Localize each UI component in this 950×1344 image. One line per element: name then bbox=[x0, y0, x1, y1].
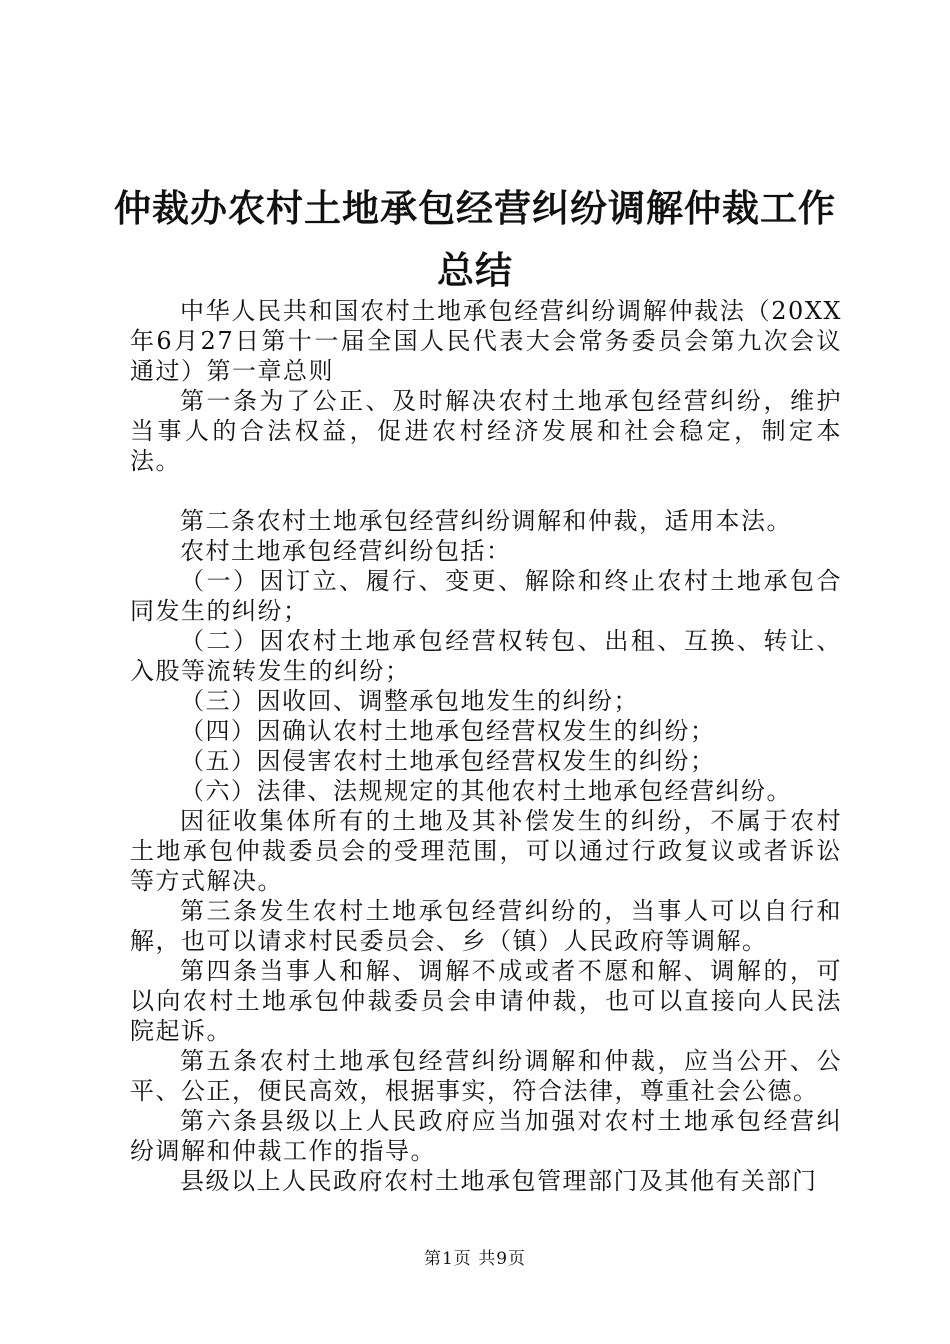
paragraph-item-3: （三）因收回、调整承包地发生的纠纷； bbox=[180, 687, 639, 715]
paragraph-article-6-cont: 县级以上人民政府农村土地承包管理部门及其他有关部门 bbox=[180, 1167, 818, 1195]
paragraph-article-4: 第四条当事人和解、调解不成或者不愿和解、调解的，可以向农村土地承包仲裁委员会申请仲裁，也可以直接向人民法院起诉。 bbox=[130, 957, 842, 1045]
document-title: 仲裁办农村土地承包经营纠纷调解仲裁工作总结 bbox=[114, 187, 836, 292]
paragraph-item-4: （四）因确认农村土地承包经营权发生的纠纷； bbox=[180, 717, 716, 745]
paragraph-article-5: 第五条农村土地承包经营纠纷调解和仲裁，应当公开、公平、公正，便民高效，根据事实，符合法律，尊重社会公德。 bbox=[130, 1047, 842, 1105]
paragraph-dispute-intro: 农村土地承包经营纠纷包括： bbox=[180, 537, 512, 565]
paragraph-item-5: （五）因侵害农村土地承包经营权发生的纠纷； bbox=[180, 747, 716, 775]
document-body bbox=[130, 296, 842, 1196]
paragraph-article-1: 第一条为了公正、及时解决农村土地承包经营纠纷，维护当事人的合法权益，促进农村经济发展和社会稳定，制定本法。 bbox=[130, 387, 842, 475]
page-number: 第1页 共9页 bbox=[423, 1249, 527, 1269]
paragraph-spacer bbox=[130, 476, 842, 506]
paragraph-article-6: 第六条县级以上人民政府应当加强对农村土地承包经营纠纷调解和仲裁工作的指导。 bbox=[130, 1107, 842, 1165]
paragraph-item-6: （六）法律、法规规定的其他农村土地承包经营纠纷。 bbox=[180, 777, 792, 805]
paragraph-item-2: （二）因农村土地承包经营权转包、出租、互换、转让、入股等流转发生的纠纷； bbox=[130, 627, 842, 685]
paragraph-preamble: 中华人民共和国农村土地承包经营纠纷调解仲裁法（20XX年6月27日第十一届全国人民代表大会常务委员会第九次会议通过）第一章总则 bbox=[130, 297, 842, 385]
paragraph-article-3: 第三条发生农村土地承包经营纠纷的，当事人可以自行和解，也可以请求村民委员会、乡（镇）人民政府等调解。 bbox=[130, 897, 842, 955]
paragraph-article-2: 第二条农村土地承包经营纠纷调解和仲裁，适用本法。 bbox=[180, 507, 792, 535]
paragraph-expropriation: 因征收集体所有的土地及其补偿发生的纠纷，不属于农村土地承包仲裁委员会的受理范围，可以通过行政复议或者诉讼等方式解决。 bbox=[130, 807, 842, 895]
paragraph-item-1: （一）因订立、履行、变更、解除和终止农村土地承包合同发生的纠纷； bbox=[130, 567, 842, 625]
